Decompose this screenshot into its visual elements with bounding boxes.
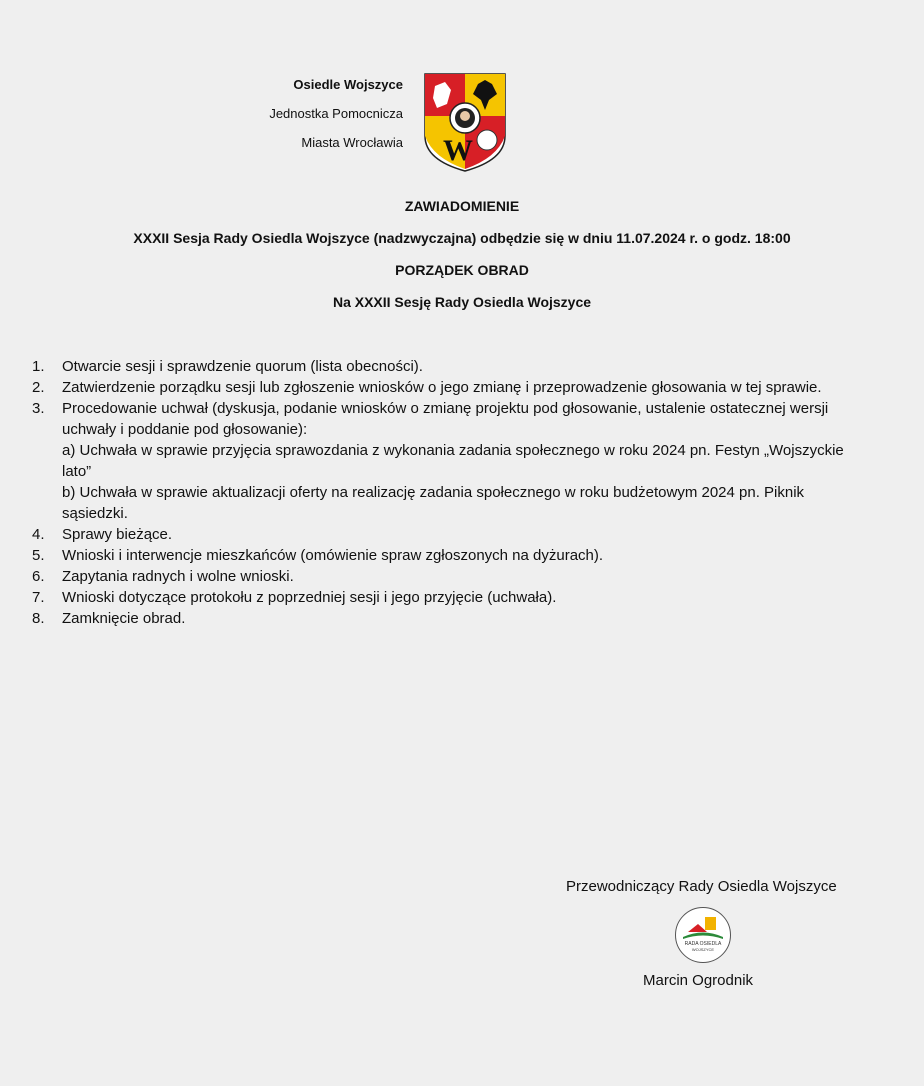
signatory-name: Marcin Ogrodnik	[643, 972, 754, 989]
agenda-item	[32, 524, 852, 545]
agenda-subitem-a: a) Uchwała w sprawie przyjęcia sprawozdania z wykonania zadania społecznego w roku 2024 pn. Festyn „Wojszyckie lato”	[62, 442, 844, 480]
agenda-item-text: Zapytania radnych i wolne wnioski.	[62, 568, 294, 585]
agenda-subitem-b: b) Uchwała w sprawie aktualizacji oferty na realizację zadania społecznego w roku budżetowym 2024 pn. Piknik sąsiedzki.	[62, 484, 805, 522]
notice-heading: ZAWIADOMIENIE	[404, 198, 520, 214]
agenda-item-text: Wnioski dotyczące protokołu z poprzedniej sesji i jego przyjęcie (uchwała).	[62, 589, 557, 606]
agenda-item-number: 2.	[32, 379, 45, 396]
stamp-text-top: RADA OSIEDLA	[684, 941, 722, 947]
agenda-item	[32, 608, 852, 629]
agenda-item	[32, 545, 852, 566]
agenda-item-number: 8.	[32, 610, 45, 627]
agenda-subheading: Na XXXII Sesję Rady Osiedla Wojszyce	[332, 294, 592, 310]
agenda-list	[32, 356, 852, 629]
agenda-item-text: Zatwierdzenie porządku sesji lub zgłoszenie wniosków o jego zmianę i przeprowadzenie głosowania w tej sprawie.	[62, 379, 822, 396]
issuer-name: Osiedle Wojszyce	[293, 77, 403, 92]
svg-text:W: W	[443, 134, 473, 167]
agenda-item-text: Sprawy bieżące.	[62, 526, 173, 543]
signatory-title: Przewodniczący Rady Osiedla Wojszyce	[566, 878, 837, 895]
agenda-item-text: Zamknięcie obrad.	[62, 610, 186, 627]
agenda-item-text: Otwarcie sesji i sprawdzenie quorum (lista obecności).	[62, 358, 423, 375]
agenda-item	[32, 587, 852, 608]
council-stamp-logo-icon	[674, 906, 732, 964]
agenda-item-text: Procedowanie uchwał (dyskusja, podanie wniosków o zmianę projektu pod głosowanie, ustalenie ostatecznej wersji uchwały i poddanie pod głosowanie):	[62, 400, 829, 438]
agenda-item-number: 7.	[32, 589, 45, 606]
agenda-item-number: 6.	[32, 568, 45, 585]
agenda-item-number: 3.	[32, 400, 45, 417]
agenda-item	[32, 566, 852, 587]
agenda-item-number: 1.	[32, 358, 45, 375]
issuer-city: Miasta Wrocławia	[301, 135, 403, 150]
agenda-item	[32, 377, 852, 398]
wroclaw-coat-of-arms-icon	[423, 72, 507, 173]
stamp-text-bottom: WOJSZYCE	[691, 947, 715, 952]
agenda-item-number: 4.	[32, 526, 45, 543]
issuer-unit: Jednostka Pomocnicza	[269, 106, 403, 121]
agenda-item-number: 5.	[32, 547, 45, 564]
agenda-heading: PORZĄDEK OBRAD	[395, 262, 529, 278]
session-line: XXXII Sesja Rady Osiedla Wojszyce (nadzwyczajna) odbędzie się w dniu 11.07.2024 r. o godz. 18:00	[133, 230, 791, 246]
agenda-item-text: Wnioski i interwencje mieszkańców (omówienie spraw zgłoszonych na dyżurach).	[62, 547, 604, 564]
issuer-block	[269, 77, 403, 164]
agenda-item	[32, 356, 852, 377]
agenda-item	[32, 398, 852, 524]
